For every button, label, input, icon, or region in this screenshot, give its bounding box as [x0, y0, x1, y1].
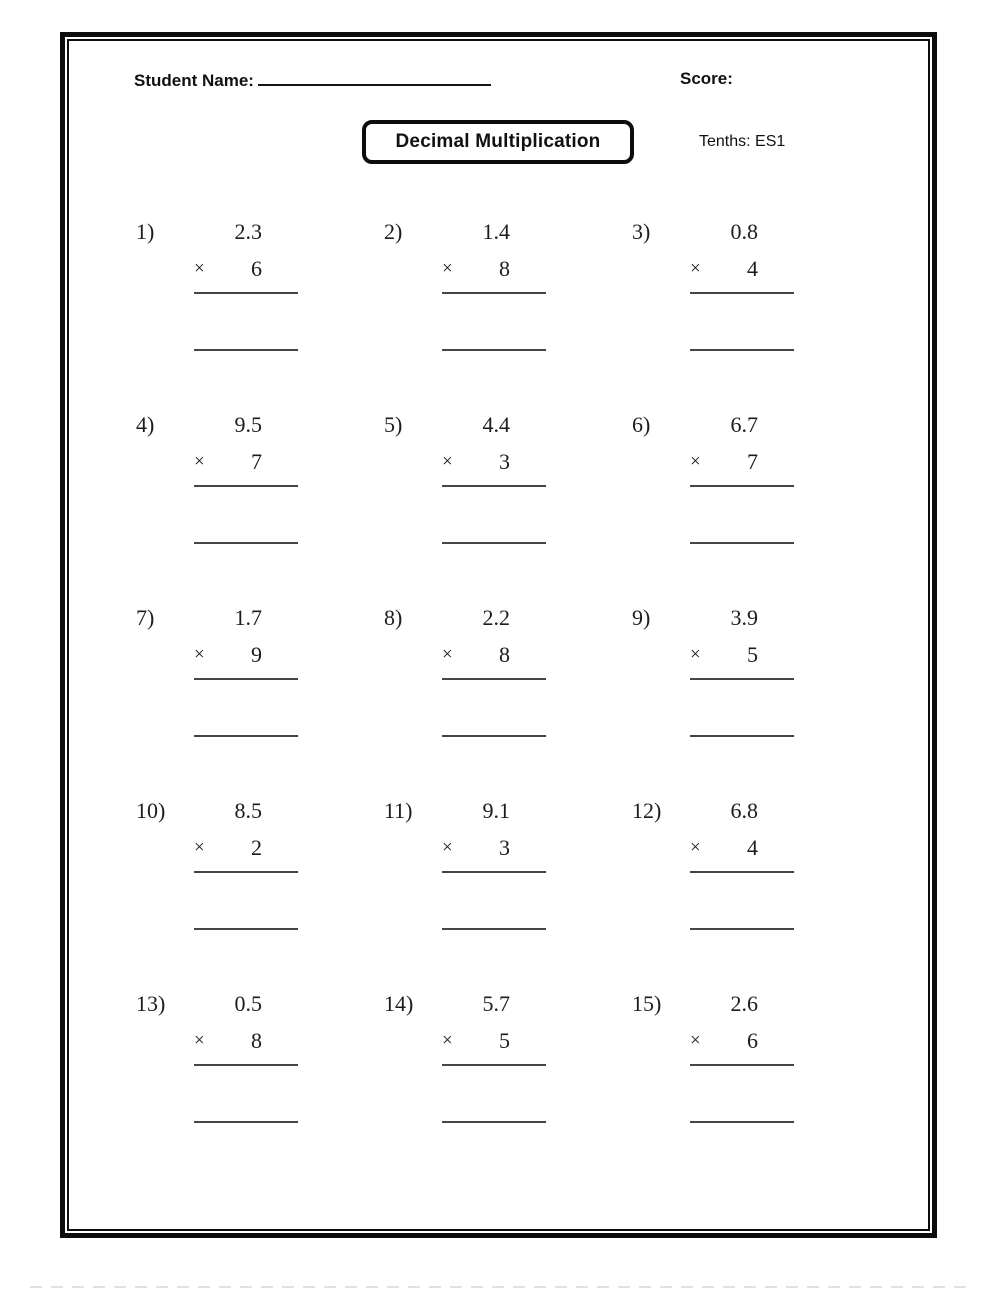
multiply-icon: ×	[690, 644, 701, 665]
problem-number: 13)	[136, 991, 166, 1016]
multiplier: 2	[251, 835, 262, 860]
multiplier-row	[194, 835, 298, 873]
answer-blank-first[interactable]	[194, 680, 298, 737]
problem-work-area	[690, 219, 794, 351]
multiply-icon: ×	[442, 258, 453, 279]
problem-number: 6)	[632, 412, 651, 437]
problem-number: 11)	[384, 798, 413, 823]
problem-number: 5)	[384, 412, 403, 437]
problem-cell	[384, 412, 632, 605]
multiplicand: 6.7	[730, 412, 758, 437]
problem-number: 15)	[632, 991, 662, 1016]
multiply-icon: ×	[442, 451, 453, 472]
multiply-icon: ×	[690, 258, 701, 279]
answer-blank-first[interactable]	[442, 1066, 546, 1123]
answer-blank-first[interactable]	[442, 487, 546, 544]
problem-work-area	[690, 605, 794, 737]
problem-number: 1)	[136, 219, 155, 244]
multiplier-row	[442, 1028, 546, 1066]
problem-cell	[384, 219, 632, 412]
multiplicand: 1.7	[234, 605, 262, 630]
answer-blank-first[interactable]	[442, 294, 546, 351]
multiply-icon: ×	[194, 837, 205, 858]
multiply-icon: ×	[194, 451, 205, 472]
student-name-label: Student Name:	[134, 71, 254, 90]
problem-cell	[136, 991, 384, 1184]
answer-blank-first[interactable]	[690, 294, 794, 351]
problem-number: 7)	[136, 605, 155, 630]
problem-work-area	[690, 798, 794, 930]
multiplicand: 2.3	[234, 219, 262, 244]
problem-number: 3)	[632, 219, 651, 244]
answer-blank-first[interactable]	[194, 1066, 298, 1123]
answer-blank-first[interactable]	[194, 487, 298, 544]
problem-cell	[136, 605, 384, 798]
worksheet-subtitle: Tenths: ES1	[699, 133, 786, 150]
problem-number: 4)	[136, 412, 155, 437]
problem-cell	[136, 219, 384, 412]
multiply-icon: ×	[690, 837, 701, 858]
multiplier-row	[442, 449, 546, 487]
problem-work-area	[690, 412, 794, 544]
answer-blank-first[interactable]	[194, 873, 298, 930]
multiplier-row	[194, 256, 298, 294]
problem-number: 14)	[384, 991, 414, 1016]
multiplier: 4	[747, 256, 758, 281]
multiplier: 9	[251, 642, 262, 667]
problem-work-area	[194, 219, 298, 351]
worksheet-title: Decimal Multiplication	[395, 131, 601, 152]
multiplier: 3	[499, 835, 510, 860]
multiply-icon: ×	[442, 644, 453, 665]
multiplier: 5	[747, 642, 758, 667]
problem-number: 12)	[632, 798, 662, 823]
scan-artifact	[30, 1286, 970, 1288]
problem-number: 8)	[384, 605, 403, 630]
answer-blank-first[interactable]	[194, 294, 298, 351]
answer-blank-first[interactable]	[442, 873, 546, 930]
problem-cell	[632, 605, 880, 798]
multiplier-row	[194, 449, 298, 487]
problem-cell	[136, 798, 384, 991]
multiplier: 6	[251, 256, 262, 281]
problem-work-area	[690, 991, 794, 1123]
multiply-icon: ×	[690, 1030, 701, 1051]
worksheet-title-box	[362, 120, 634, 164]
multiplicand: 4.4	[482, 412, 510, 437]
multiplier: 8	[499, 256, 510, 281]
multiplier-row	[442, 256, 546, 294]
multiplicand: 5.7	[482, 991, 510, 1016]
multiplier-row	[690, 642, 794, 680]
multiplicand: 0.8	[730, 219, 758, 244]
problem-work-area	[442, 219, 546, 351]
multiplicand: 9.1	[482, 798, 510, 823]
multiplier: 5	[499, 1028, 510, 1053]
problem-cell	[384, 991, 632, 1184]
problem-cell	[632, 991, 880, 1184]
problem-number: 10)	[136, 798, 166, 823]
answer-blank-first[interactable]	[690, 680, 794, 737]
multiplicand: 2.6	[730, 991, 758, 1016]
multiplier-row	[690, 835, 794, 873]
multiplier-row	[690, 256, 794, 294]
multiplicand: 0.5	[234, 991, 262, 1016]
multiplicand: 8.5	[234, 798, 262, 823]
multiplier-row	[442, 642, 546, 680]
multiplicand: 9.5	[234, 412, 262, 437]
multiplicand: 3.9	[730, 605, 758, 630]
multiplicand: 1.4	[482, 219, 510, 244]
problem-cell	[136, 412, 384, 605]
problem-number: 9)	[632, 605, 651, 630]
problem-work-area	[194, 605, 298, 737]
problem-cell	[384, 798, 632, 991]
multiplier: 6	[747, 1028, 758, 1053]
multiplier-row	[690, 449, 794, 487]
worksheet-inner-border	[67, 39, 930, 1231]
multiplier: 7	[251, 449, 262, 474]
multiplier-row	[442, 835, 546, 873]
answer-blank-first[interactable]	[690, 873, 794, 930]
problem-number: 2)	[384, 219, 403, 244]
answer-blank-first[interactable]	[442, 680, 546, 737]
problem-work-area	[194, 412, 298, 544]
problem-work-area	[442, 798, 546, 930]
multiplier: 7	[747, 449, 758, 474]
multiplier-row	[194, 1028, 298, 1066]
multiply-icon: ×	[690, 451, 701, 472]
problem-cell	[632, 798, 880, 991]
multiplier: 8	[499, 642, 510, 667]
problem-work-area	[194, 798, 298, 930]
problems-grid	[136, 219, 880, 1184]
multiply-icon: ×	[442, 1030, 453, 1051]
problem-work-area	[442, 605, 546, 737]
multiply-icon: ×	[194, 644, 205, 665]
multiplier: 3	[499, 449, 510, 474]
answer-blank-first[interactable]	[690, 1066, 794, 1123]
problem-work-area	[442, 412, 546, 544]
multiply-icon: ×	[194, 258, 205, 279]
problem-cell	[632, 412, 880, 605]
multiplier: 8	[251, 1028, 262, 1053]
worksheet-border	[60, 32, 937, 1238]
problem-work-area	[194, 991, 298, 1123]
problem-cell	[384, 605, 632, 798]
multiply-icon: ×	[442, 837, 453, 858]
score-label: Score:	[680, 69, 733, 88]
multiplier-row	[690, 1028, 794, 1066]
multiplicand: 6.8	[730, 798, 758, 823]
problem-cell	[632, 219, 880, 412]
problem-work-area	[442, 991, 546, 1123]
answer-blank-first[interactable]	[690, 487, 794, 544]
multiplier-row	[194, 642, 298, 680]
multiplicand: 2.2	[482, 605, 510, 630]
multiply-icon: ×	[194, 1030, 205, 1051]
student-name-row	[134, 69, 491, 91]
student-name-blank[interactable]	[258, 69, 491, 86]
multiplier: 4	[747, 835, 758, 860]
